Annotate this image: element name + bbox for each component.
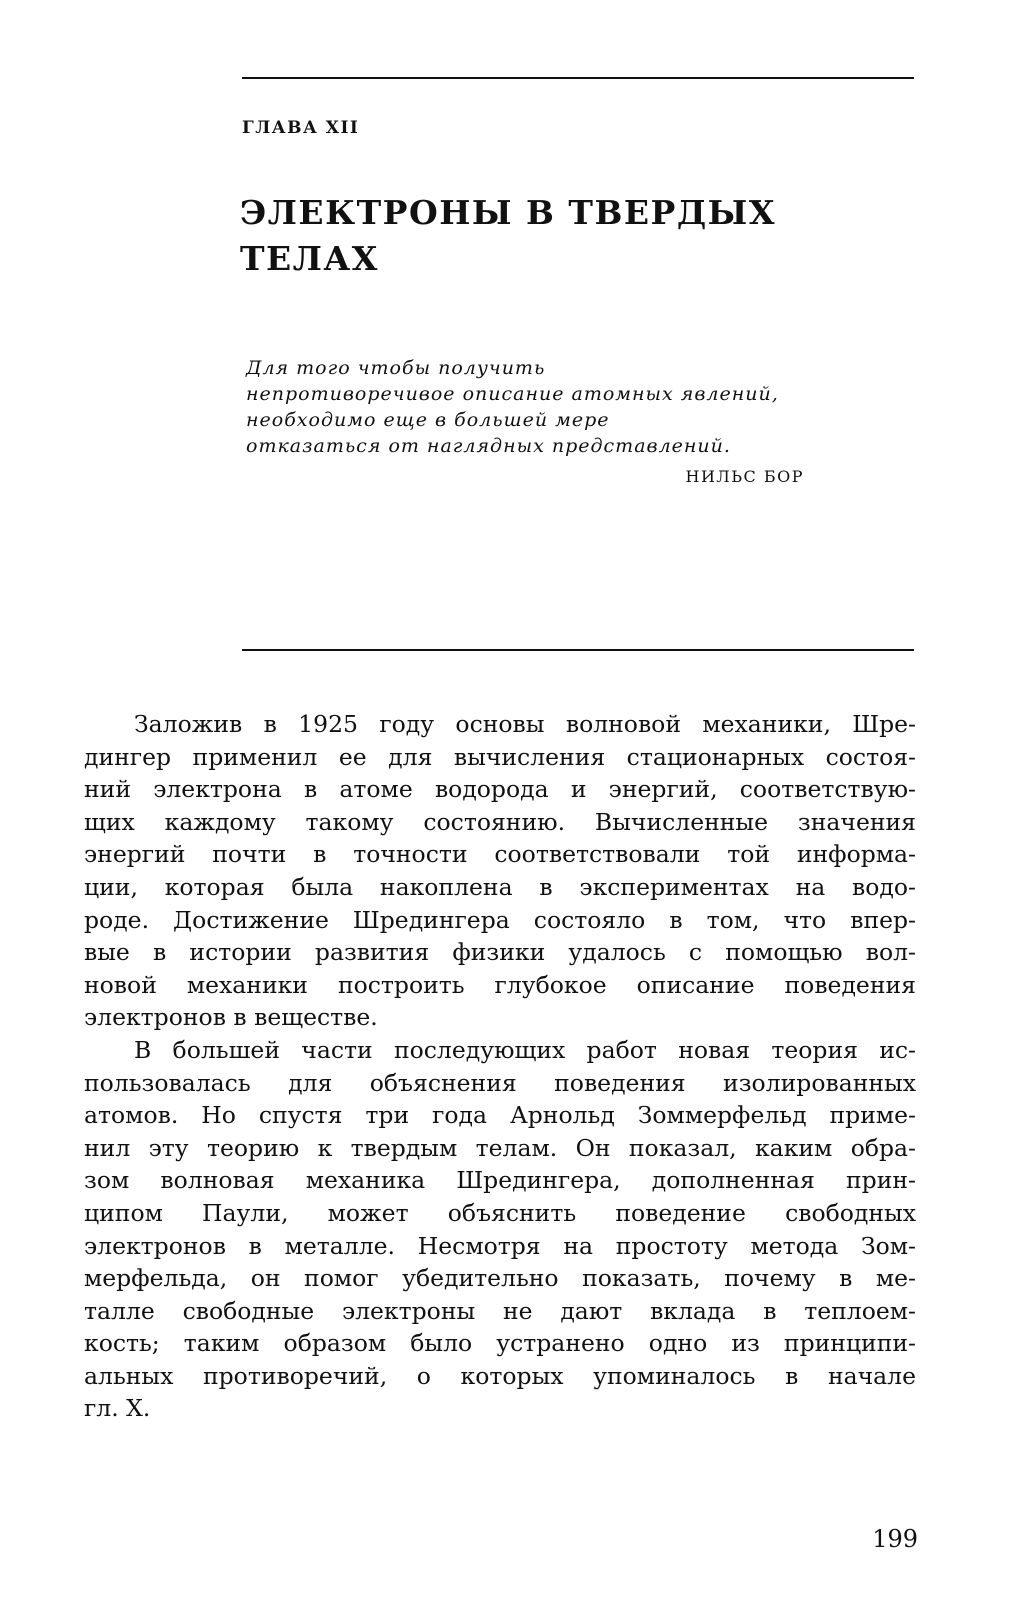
- body-text: [84, 708, 916, 1425]
- text-line: кость; таким образом было устранено одно из принципи-: [84, 1329, 916, 1358]
- paragraph-2: [84, 1034, 916, 1425]
- text-line: гл. X.: [84, 1394, 151, 1423]
- text-line: Заложив в 1925 году основы волновой механики, Шре-: [134, 710, 916, 738]
- text-line: пользовалась для объяснения поведения изолированных: [84, 1068, 916, 1097]
- epigraph-line: отказаться от наглядных представлений.: [246, 435, 731, 457]
- epigraph: [246, 355, 826, 459]
- text-line: атомов. Но спустя три года Арнольд Зоммерфельд приме-: [84, 1101, 916, 1130]
- text-line: зом волновая механика Шредингера, дополненная прин-: [84, 1166, 916, 1195]
- text-line: дингер применил ее для вычисления стационарных состоя-: [84, 742, 916, 771]
- chapter-title: [240, 190, 920, 282]
- text-line: нил эту теорию к твердым телам. Он показал, каким обра-: [84, 1133, 916, 1162]
- text-line: талле свободные электроны не дают вклада в теплоем-: [84, 1296, 916, 1325]
- paragraph-1: [84, 708, 916, 1034]
- epigraph-line: Для того чтобы получить: [246, 357, 546, 379]
- epigraph-line: непротиворечивое описание атомных явлений,: [246, 383, 779, 405]
- text-line: ципом Паули, может объяснить поведение свободных: [84, 1198, 916, 1227]
- text-line: альных противоречий, о которых упоминалось в начале: [84, 1361, 916, 1390]
- text-line: В большей части последующих работ новая теория ис-: [134, 1035, 916, 1064]
- text-line: ции, которая была накоплена в экспериментах на водо-: [84, 872, 916, 901]
- text-line: новой механики построить глубокое описание поведения: [84, 970, 916, 999]
- chapter-title-line: ЭЛЕКТРОНЫ В ТВЕРДЫХ: [240, 193, 776, 232]
- text-line: электронов в металле. Несмотря на простоту метода Зом-: [84, 1231, 916, 1260]
- bottom-rule: [242, 649, 914, 651]
- text-line: ний электрона в атоме водорода и энергий, соответствую-: [84, 775, 916, 804]
- text-line: роде. Достижение Шредингера состояло в том, что впер-: [84, 905, 916, 934]
- text-line: энергий почти в точности соответствовали той информа-: [84, 840, 916, 869]
- page-number: 199: [872, 1525, 918, 1553]
- chapter-label: ГЛАВА XII: [242, 118, 360, 138]
- text-line: вые в истории развития физики удалось с помощью вол-: [84, 938, 916, 967]
- epigraph-author: НИЛЬС БОР: [685, 467, 804, 486]
- top-rule: [242, 77, 914, 79]
- text-line: электронов в веществе.: [84, 1003, 378, 1032]
- epigraph-line: необходимо еще в большей мере: [246, 409, 610, 431]
- text-line: мерфельда, он помог убедительно показать, почему в ме-: [84, 1264, 916, 1293]
- chapter-title-line: ТЕЛАХ: [240, 239, 379, 278]
- text-line: щих каждому такому состоянию. Вычисленные значения: [84, 807, 916, 836]
